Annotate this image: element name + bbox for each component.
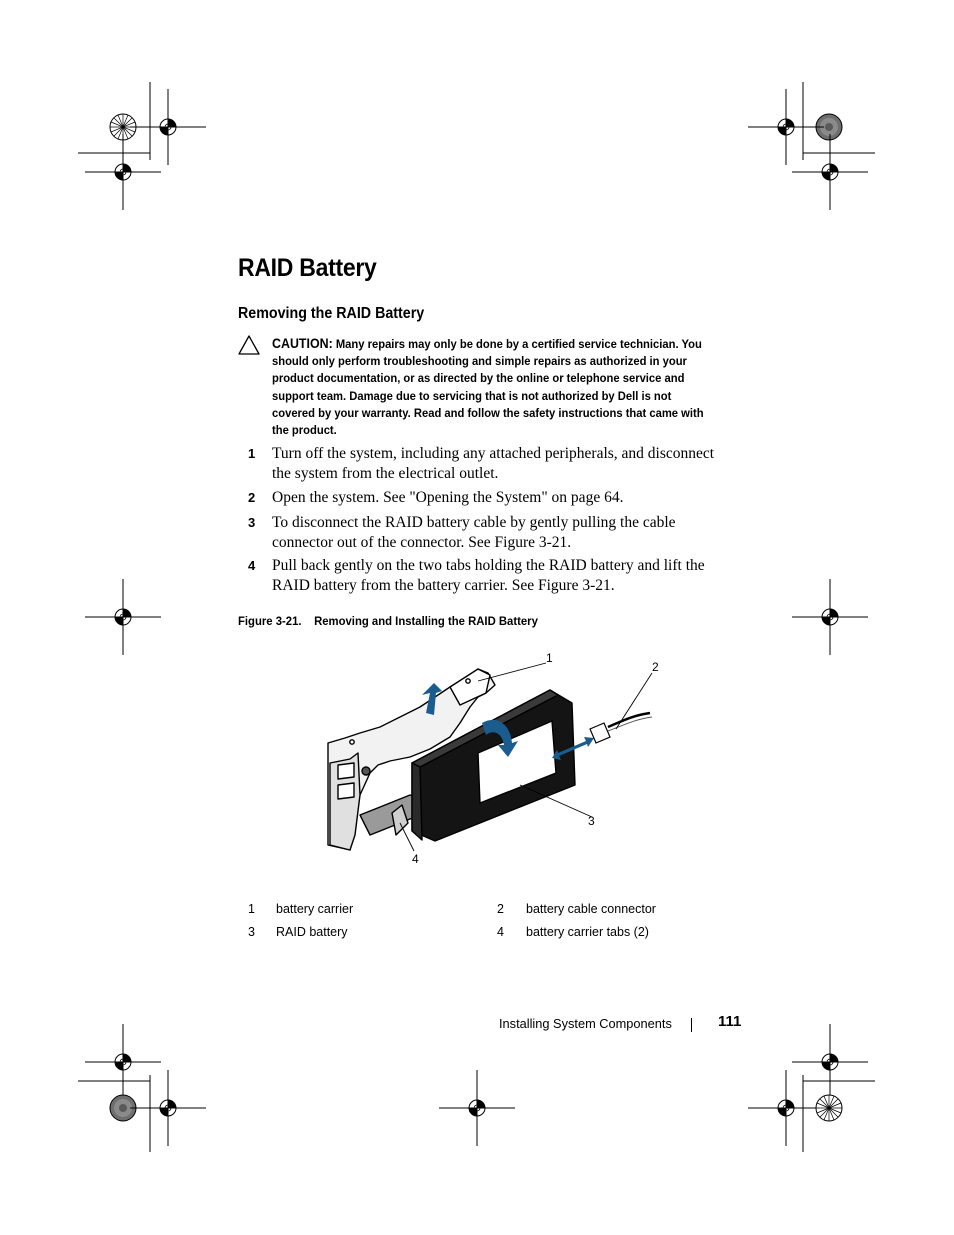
legend-number: 1 xyxy=(248,902,255,916)
callout-1: 1 xyxy=(546,651,553,665)
caution-notice xyxy=(272,335,704,439)
step-text: Pull back gently on the two tabs holding the RAID battery and lift the RAID battery from the battery carrier. See Figure 3-21. xyxy=(272,557,705,594)
step-number: 4 xyxy=(248,558,256,573)
legend-number: 4 xyxy=(497,925,504,939)
raid-battery-illustration xyxy=(300,645,680,875)
figure-number: Figure 3-21. xyxy=(238,614,302,628)
caution-label: CAUTION: xyxy=(272,336,333,351)
callout-3: 3 xyxy=(588,814,595,828)
footer-divider xyxy=(691,1018,692,1032)
callout-2: 2 xyxy=(652,660,659,674)
step-text: To disconnect the RAID battery cable by gently pulling the cable connector out of the connector. See Figure 3-21. xyxy=(272,514,676,551)
step-number: 1 xyxy=(248,446,256,461)
step-number: 3 xyxy=(248,515,256,530)
footer-section-title: Installing System Components xyxy=(499,1016,672,1031)
step-number: 2 xyxy=(248,490,256,505)
page-title: RAID Battery xyxy=(238,254,377,282)
legend-label: battery carrier tabs (2) xyxy=(526,925,649,939)
callout-4: 4 xyxy=(412,852,419,866)
caution-text: Many repairs may only be done by a certified service technician. You should only perform troubleshooting and simple repairs as authorized in your product documentation, or as directed by the online or telephone service and support team. Damage due to servicing that is not authorized by Dell is not covered by your warranty. Read and follow the safety instructions that came with the product. xyxy=(272,337,704,438)
section-title: Removing the RAID Battery xyxy=(238,305,425,322)
step-text: Turn off the system, including any attached peripherals, and disconnect the system from the electrical outlet. xyxy=(272,445,715,482)
step-text: Open the system. See "Opening the System" on page 64. xyxy=(272,489,624,506)
page-number: 111 xyxy=(718,1013,742,1030)
legend-number: 3 xyxy=(248,925,255,939)
legend-label: battery carrier xyxy=(276,902,354,916)
figure-title: Removing and Installing the RAID Battery xyxy=(314,614,538,628)
legend-number: 2 xyxy=(497,902,504,916)
battery-cable-connector xyxy=(590,713,652,743)
caution-triangle-icon xyxy=(238,335,260,355)
legend-label: RAID battery xyxy=(276,925,348,939)
legend-label: battery cable connector xyxy=(526,902,656,916)
figure-caption xyxy=(238,614,538,628)
